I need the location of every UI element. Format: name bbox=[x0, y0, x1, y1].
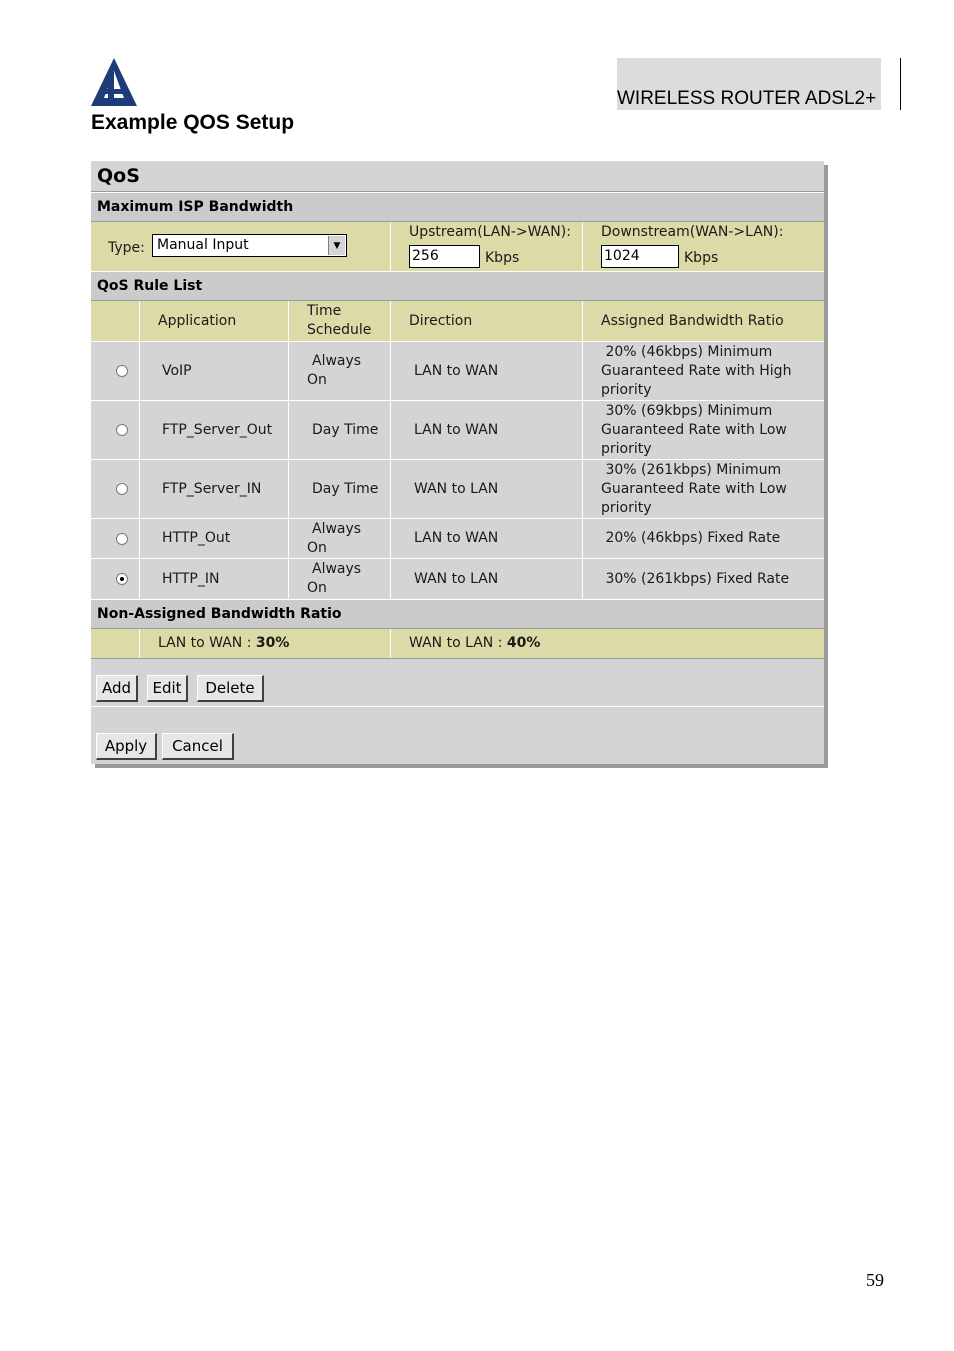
table-row[interactable] bbox=[91, 342, 824, 401]
rule-application: HTTP_Out bbox=[162, 530, 231, 546]
type-select[interactable] bbox=[152, 234, 347, 257]
upstream-input[interactable] bbox=[409, 245, 480, 268]
form-actions-row bbox=[91, 707, 824, 764]
rule-schedule bbox=[307, 559, 361, 599]
rule-application: FTP_Server_Out bbox=[162, 421, 273, 438]
table-row[interactable] bbox=[91, 559, 824, 599]
edit-button[interactable]: Edit bbox=[147, 675, 188, 702]
rule-ratio-line1: 30% (261kbps) Minimum bbox=[601, 461, 782, 478]
rule-select-radio-selected[interactable] bbox=[116, 573, 128, 585]
isp-bandwidth-heading: Maximum ISP Bandwidth bbox=[97, 199, 294, 215]
upstream-label: Upstream(LAN->WAN): bbox=[409, 224, 571, 240]
column-time-schedule-line2: Schedule bbox=[307, 322, 372, 338]
rule-direction: LAN to WAN bbox=[414, 362, 499, 379]
rule-application: HTTP_IN bbox=[162, 570, 220, 587]
rule-list-section bbox=[91, 271, 824, 301]
type-select-value: Manual Input bbox=[157, 237, 249, 253]
rule-ratio-line2: Guaranteed Rate with Low bbox=[601, 480, 787, 497]
column-direction: Direction bbox=[409, 312, 473, 329]
rule-application: FTP_Server_IN bbox=[162, 480, 262, 497]
cancel-button[interactable]: Cancel bbox=[162, 733, 234, 760]
downstream-input[interactable] bbox=[601, 245, 679, 268]
qos-title-row bbox=[91, 161, 824, 192]
rule-ratio-line3: priority bbox=[601, 499, 652, 516]
qos-panel bbox=[91, 161, 824, 764]
rule-ratio-line1: 30% (69kbps) Minimum bbox=[601, 402, 773, 419]
rule-select-radio[interactable] bbox=[116, 533, 128, 545]
rule-ratio bbox=[601, 342, 791, 400]
wan-to-lan-label: WAN to LAN : bbox=[409, 635, 507, 651]
rule-select-radio[interactable] bbox=[116, 483, 128, 495]
rule-schedule-line1: Always bbox=[312, 520, 362, 537]
apply-button[interactable]: Apply bbox=[96, 733, 157, 760]
type-label: Type: bbox=[108, 240, 145, 256]
lan-to-wan-label: LAN to WAN : bbox=[158, 635, 256, 651]
rule-schedule-line2: On bbox=[307, 580, 327, 596]
rule-ratio bbox=[601, 401, 787, 459]
non-assigned-lan-to-wan bbox=[158, 629, 289, 658]
qos-title: QoS bbox=[97, 165, 140, 187]
column-application: Application bbox=[158, 312, 237, 329]
rule-select-radio[interactable] bbox=[116, 365, 128, 377]
table-row[interactable] bbox=[91, 460, 824, 519]
rule-ratio-line2: Guaranteed Rate with High bbox=[601, 362, 792, 379]
rule-direction: LAN to WAN bbox=[414, 530, 499, 546]
non-assigned-row bbox=[91, 629, 824, 658]
rule-schedule-line2: On bbox=[307, 539, 327, 556]
downstream-label: Downstream(WAN->LAN): bbox=[601, 224, 784, 240]
rule-schedule-line2: On bbox=[307, 372, 327, 388]
downstream-input-value: 1024 bbox=[604, 248, 640, 264]
header-divider bbox=[900, 58, 901, 110]
rule-direction: LAN to WAN bbox=[414, 421, 499, 438]
rule-schedule-line1: Always bbox=[312, 561, 362, 577]
document-title: Example QOS Setup bbox=[91, 111, 295, 134]
delete-button[interactable]: Delete bbox=[197, 675, 264, 702]
isp-bandwidth-section bbox=[91, 192, 824, 222]
rule-application: VoIP bbox=[162, 362, 192, 379]
table-row[interactable] bbox=[91, 401, 824, 460]
column-time-schedule-line1: Time bbox=[307, 303, 342, 319]
rule-table-header bbox=[91, 301, 824, 342]
rule-ratio-line2: Guaranteed Rate with Low bbox=[601, 421, 787, 438]
rule-ratio-line1: 20% (46kbps) Minimum bbox=[601, 343, 773, 360]
rule-ratio bbox=[601, 460, 787, 518]
non-assigned-wan-to-lan bbox=[409, 629, 540, 658]
rule-schedule-line1: Always bbox=[312, 353, 362, 369]
downstream-unit: Kbps bbox=[684, 250, 719, 266]
document-header: WIRELESS ROUTER ADSL2+ bbox=[617, 88, 877, 109]
lan-to-wan-value: 30% bbox=[255, 635, 290, 651]
rule-direction: WAN to LAN bbox=[414, 480, 499, 497]
rule-ratio-line3: priority bbox=[601, 440, 652, 457]
radio-checked-dot bbox=[120, 577, 124, 581]
isp-bandwidth-row bbox=[91, 222, 824, 271]
rule-ratio-line3: priority bbox=[601, 381, 652, 398]
rule-schedule bbox=[307, 519, 361, 558]
wan-to-lan-value: 40% bbox=[506, 635, 541, 651]
upstream-unit: Kbps bbox=[485, 250, 520, 266]
table-row[interactable] bbox=[91, 519, 824, 559]
add-button[interactable]: Add bbox=[96, 675, 138, 702]
rule-ratio: 20% (46kbps) Fixed Rate bbox=[601, 530, 781, 546]
rule-actions-row bbox=[91, 658, 824, 707]
rule-direction: WAN to LAN bbox=[414, 570, 499, 587]
rule-list-heading: QoS Rule List bbox=[97, 278, 203, 294]
rule-select-radio[interactable] bbox=[116, 424, 128, 436]
non-assigned-heading: Non-Assigned Bandwidth Ratio bbox=[97, 606, 342, 622]
upstream-input-value: 256 bbox=[412, 248, 439, 264]
chevron-down-icon[interactable]: ▼ bbox=[328, 236, 345, 255]
rule-schedule: Day Time bbox=[312, 421, 379, 438]
column-time-schedule bbox=[307, 301, 371, 341]
atlantis-logo-icon bbox=[91, 58, 137, 106]
rule-ratio: 30% (261kbps) Fixed Rate bbox=[601, 570, 790, 587]
column-ratio: Assigned Bandwidth Ratio bbox=[601, 312, 784, 329]
rule-schedule bbox=[307, 342, 361, 400]
non-assigned-section bbox=[91, 599, 824, 629]
rule-schedule: Day Time bbox=[312, 480, 379, 497]
page-number: 59 bbox=[866, 1270, 884, 1290]
